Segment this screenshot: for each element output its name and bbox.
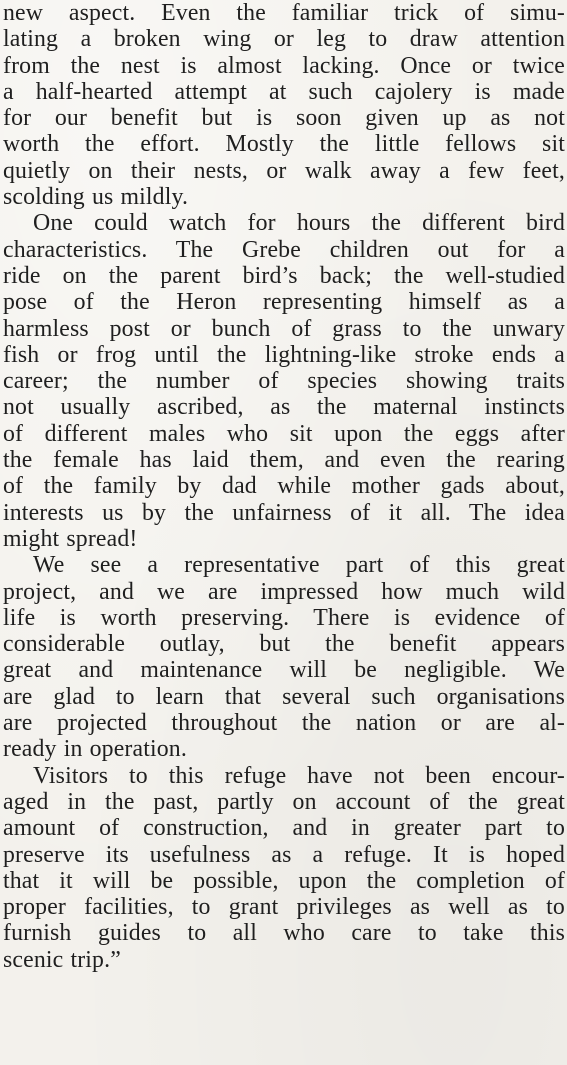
- text-line: proper facilities, to grant privileges as well as to: [3, 894, 565, 921]
- text-line: amount of construction, and in greater part to: [3, 815, 565, 842]
- paragraph: [3, 0, 565, 210]
- text-line: are glad to learn that several such organisations: [3, 683, 565, 710]
- text-line: for our benefit but is soon given up as not: [3, 105, 565, 132]
- text-line: project, and we are impressed how much wild: [3, 578, 565, 605]
- text-line: from the nest is almost lacking. Once or twice: [3, 52, 565, 79]
- text-line: lating a broken wing or leg to draw attention: [3, 26, 565, 53]
- text-line: preserve its usefulness as a refuge. It is hoped: [3, 841, 565, 868]
- paragraph: [3, 552, 565, 762]
- paragraph: [3, 210, 565, 552]
- text-line: not usually ascribed, as the maternal instincts: [3, 394, 565, 421]
- text-line: characteristics. The Grebe children out for a: [3, 236, 565, 263]
- text-line: aged in the past, partly on account of the great: [3, 788, 565, 815]
- text-line: that it will be possible, upon the completion of: [3, 867, 565, 894]
- text-line: ready in operation.: [3, 736, 187, 763]
- text-line: great and maintenance will be negligible. We: [3, 657, 565, 684]
- text-line: career; the number of species showing traits: [3, 368, 565, 395]
- text-line: a half-hearted attempt at such cajolery is made: [3, 78, 565, 105]
- text-line: worth the effort. Mostly the little fellows sit: [3, 131, 565, 158]
- paragraph: [3, 763, 565, 973]
- text-line: of different males who sit upon the eggs after: [3, 420, 565, 447]
- text-line: considerable outlay, but the benefit appears: [3, 631, 565, 658]
- text-line: Visitors to this refuge have not been encour-: [33, 762, 565, 789]
- text-line: fish or frog until the lightning-like stroke ends a: [3, 341, 565, 368]
- text-line: are projected throughout the nation or are al-: [3, 710, 565, 737]
- text-line: interests us by the unfairness of it all. The idea: [3, 499, 565, 526]
- text-line: furnish guides to all who care to take this: [3, 920, 565, 947]
- text-line: of the family by dad while mother gads about,: [3, 473, 565, 500]
- text-line: ride on the parent bird’s back; the well-studied: [3, 262, 565, 289]
- text-line: quietly on their nests, or walk away a few feet,: [3, 157, 565, 184]
- body-text: [3, 0, 565, 973]
- text-line: might spread!: [3, 525, 138, 552]
- text-line: life is worth preserving. There is evidence of: [3, 604, 565, 631]
- text-line: One could watch for hours the different bird: [33, 210, 565, 237]
- text-line: scenic trip.”: [3, 946, 121, 973]
- text-line: the female has laid them, and even the rearing: [3, 447, 565, 474]
- text-line: scolding us mildly.: [3, 184, 189, 211]
- text-line: harmless post or bunch of grass to the unwary: [3, 315, 565, 342]
- text-line: We see a representative part of this great: [33, 552, 565, 579]
- text-line: pose of the Heron representing himself as a: [3, 289, 565, 316]
- text-line: new aspect. Even the familiar trick of simu-: [3, 0, 565, 26]
